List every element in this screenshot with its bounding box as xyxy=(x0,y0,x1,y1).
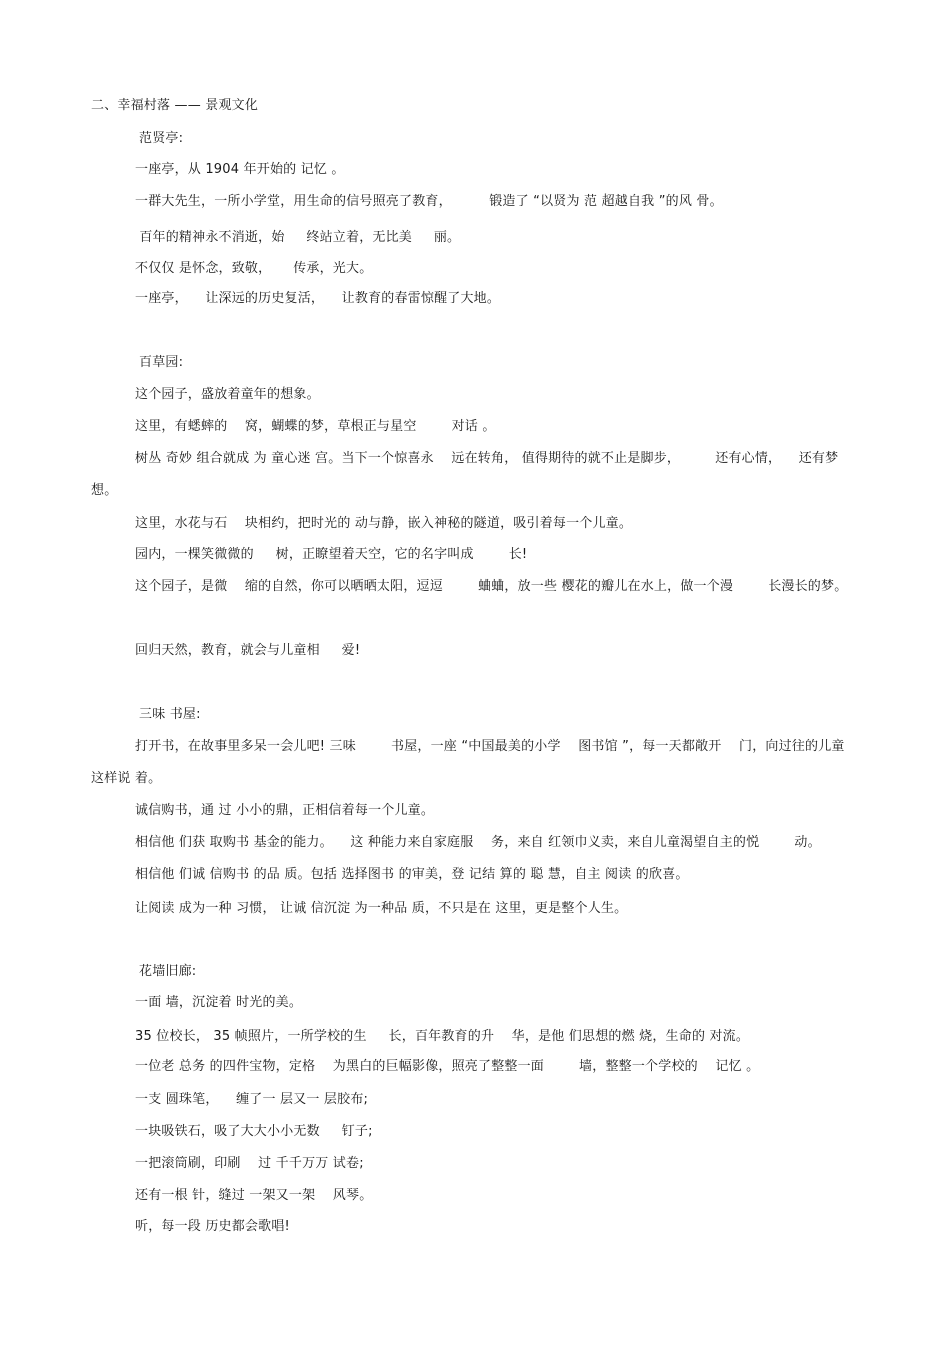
paragraph: 一位老 总务 的四件宝物，定格 为黑白的巨幅影像，照亮了整整一面 墙，整整一个学校的 记忆 。 xyxy=(135,1059,760,1074)
subsection-title-fanxianting: 范贤亭: xyxy=(139,131,184,146)
paragraph: 听，每一段 历史都会歌唱! xyxy=(135,1219,290,1234)
paragraph: 一座亭， 让深远的历史复活， 让教育的春雷惊醒了大地。 xyxy=(135,291,501,306)
paragraph: 树丛 奇妙 组合就成 为 童心迷 宫。当下一个惊喜永 远在转角， 值得期待的就不止是脚步， 还有心情， 还有梦想。 xyxy=(91,451,839,498)
paragraph: 这个园子，是微 缩的自然，你可以晒晒太阳，逗逗 蛐蛐，放一些 樱花的瓣儿在水上，做一个漫 长漫长的梦。 xyxy=(135,579,848,594)
section-heading: 二、幸福村落 —— 景观文化 xyxy=(91,98,259,113)
paragraph: 诚信购书，通 过 小小的鼎，正相信着每一个儿童。 xyxy=(135,803,435,818)
paragraph: 相信他 们获 取购书 基金的能力。 这 种能力来自家庭服 务，来自 红领巾义卖，来自儿童渴望自主的悦 动。 xyxy=(135,835,821,850)
paragraph: 一支 圆珠笔， 缠了一 层又一 层胶布; xyxy=(135,1092,369,1107)
paragraph: 这个园子，盛放着童年的想象。 xyxy=(135,387,320,402)
subsection-title-baicaoyuan: 百草园: xyxy=(139,355,184,370)
paragraph: 打开书，在故事里多呆一会儿吧! 三味 书屋，一座 “中国最美的小学 图书馆 ”，每一天都敞开 门，向过往的儿童 这样说 着。 xyxy=(91,739,845,786)
paragraph: 一群大先生，一所小学堂，用生命的信号照亮了教育， 锻造了 “以贤为 范 超越自我 ”的风 骨。 xyxy=(135,194,723,209)
paragraph: 一块吸铁石，吸了大大小小无数 钉子; xyxy=(135,1124,373,1139)
paragraph: 还有一根 针，缝过 一架又一架 风琴。 xyxy=(135,1188,373,1203)
paragraph: 一把滚筒刷，印刷 过 千千万万 试卷; xyxy=(135,1156,364,1171)
paragraph: 一面 墙，沉淀着 时光的美。 xyxy=(135,995,303,1010)
paragraph: 相信他 们诚 信购书 的品 质。包括 选择图书 的审美，登 记结 算的 聪 慧，自主 阅读 的欣喜。 xyxy=(135,867,689,882)
subsection-title-sanweishuwu: 三味 书屋: xyxy=(139,707,201,722)
paragraph: 35 位校长， 35 帧照片，一所学校的生 长，百年教育的升 华，是他 们思想的燃 烧，生命的 对流。 xyxy=(135,1029,750,1044)
paragraph: 一座亭，从 1904 年开始的 记忆 。 xyxy=(135,162,345,177)
paragraph: 这里，有蟋蟀的 窝，蝴蝶的梦，草根正与星空 对话 。 xyxy=(135,419,496,434)
paragraph: 让阅读 成为一种 习惯， 让诚 信沉淀 为一种品 质，不只是在 这里，更是整个人生。 xyxy=(135,901,628,916)
paragraph: 回归天然，教育，就会与儿童相 爱! xyxy=(135,643,361,658)
paragraph: 不仅仅 是怀念，致敬， 传承，光大。 xyxy=(135,261,373,276)
paragraph: 园内，一棵笑微微的 树，正瞭望着天空，它的名字叫成 长! xyxy=(135,547,528,562)
subsection-title-huaqiangjiulang: 花墙旧廊: xyxy=(139,964,197,979)
paragraph: 百年的精神永不消逝，始 终站立着，无比美 丽。 xyxy=(135,230,461,245)
paragraph: 这里，水花与石 块相约，把时光的 动与静，嵌入神秘的隧道，吸引着每一个儿童。 xyxy=(135,516,633,531)
